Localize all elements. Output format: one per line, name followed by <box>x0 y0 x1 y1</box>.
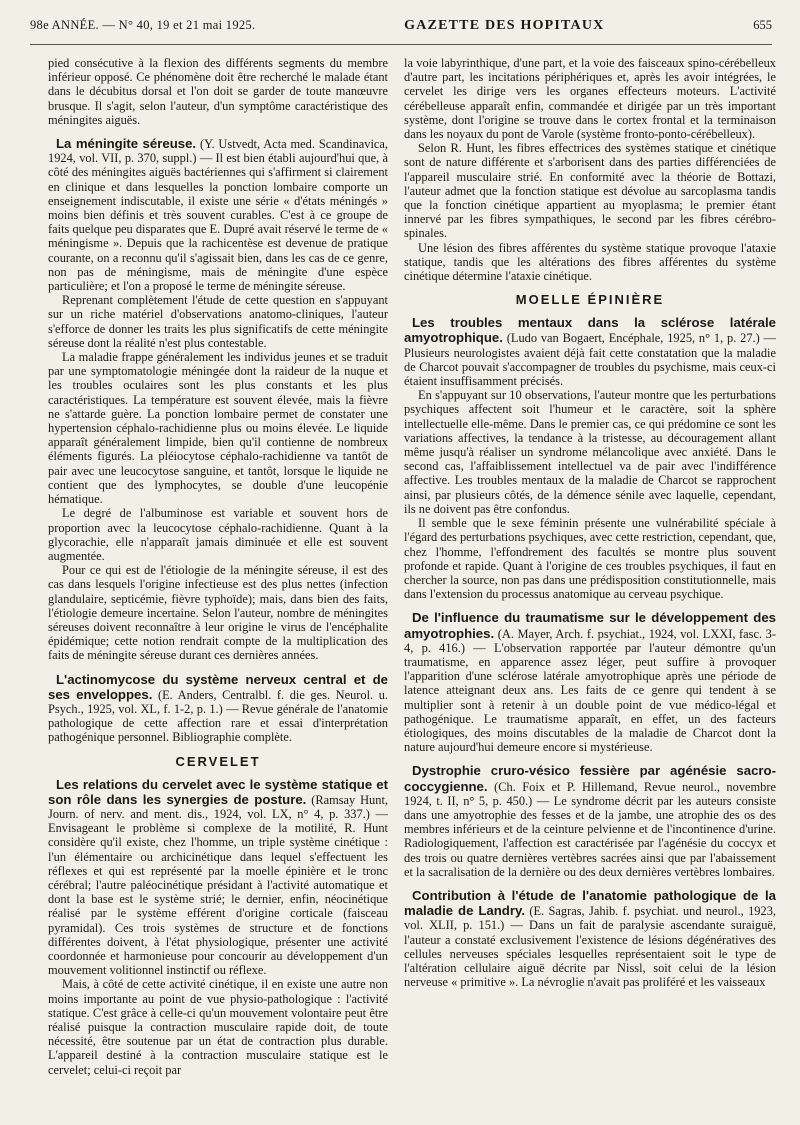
article-actinomycose <box>48 672 388 745</box>
article-paragraph: Mais, à côté de cette activité cinétique, il en existe une autre non moins importante au point de vue physio-pathologique : l'activité statique. C'est grâce à celle-ci qu'un mouvement volontaire peut être réalisé puisque la contraction musculaire rapide doit, de toute nécessité, être soutenue par un état de contraction plus durable. L'appareil destiné à la contraction musculaire statique est le cervelet; celui-ci reçoit par <box>48 977 388 1077</box>
continued-paragraph: la voie labyrinthique, d'une part, et la voie des faisceaux spino-cérébelleux d'autre part, les incitations périphériques et, après les avoir intégrées, le cervelet les dirige vers les organes effecteurs moteurs. L'activité cérébelleuse apparaît enfin, commandée et dirigée par un très important système, dont l'origine se trouve dans le cortex frontal et la terminaison dans les noyaux du pont de Varole (système fronto-ponto-cérébelleux). <box>404 56 776 142</box>
article-traumatisme <box>404 610 776 754</box>
article-reference: (A. Mayer, Arch. f. psychiat., 1924, vol. LXXI, fasc. 3-4, p. 416.) <box>404 626 776 655</box>
article-paragraph: En s'appuyant sur 10 observations, l'auteur montre que les perturbations psychiques affectent soit l'humeur et le caractère, soit la sphère intellectuelle elle-même. Dans le premier cas, ce qui prédomine ce sont les variations affectives, la tendance à la tristesse, au découragement allant même jusqu'à réaliser un syndrome mélancolique avec anxiété. Dans le second cas, l'affaiblissement intellectuel va de pair avec l'indifférence affective. Les troubles mentaux de la maladie de Charcot se rapprochent ainsi, par plusieurs côtés, de la démence sénile avec laquelle, cependant, ils ne doivent pas être confondus. <box>404 388 776 516</box>
intro-paragraph: pied consécutive à la flexion des différents segments du membre inférieur opposé. Ce phénomène doit être recherché le malade étant dans le décubitus dorsal et l'on doit se garder de toute manœuvre brusque. Il s'agit, selon l'auteur, d'un symptôme caractéristique des méningites aiguës. <box>48 56 388 127</box>
right-column <box>404 56 776 1111</box>
article-cervelet <box>48 777 388 1077</box>
article-title: De l'influence du traumatisme sur le développement des amyotrophies. <box>404 610 776 641</box>
article-paragraph: — L'observation rapportée par l'auteur démontre qu'un traumatisme, en apparence assez léger, peut suffire à provoquer l'apparition d'une sclérose latérale amyotrophique après une période de latence atteignant deux ans. Les faits de ce genre qui tendent à se multiplier sont à retenir à un double point de vue médico-légal et pathogénique. Le traumatisme apparaît, en effet, un des facteurs étiologiques, des moins discutables de la maladie de Charcot dont la nature aujourd'hui demeure encore si mystérieuse. <box>404 640 776 755</box>
article-landry <box>404 888 776 989</box>
article-paragraph: Le degré de l'albuminose est variable et souvent hors de proportion avec la leucocytose céphalo-rachidienne. Quant à la glycorachie, elle n'apparaît jamais diminuée et elle est souvent augmentée. <box>48 506 388 563</box>
article-reference: (Ch. Foix et P. Hillemand, Revue neurol., novembre 1924, t. II, n° 5, p. 450.) <box>404 779 776 808</box>
left-column <box>48 56 388 1111</box>
journal-title: GAZETTE DES HOPITAUX <box>404 18 605 33</box>
article-dystrophie <box>404 763 776 879</box>
article-paragraph: — Plusieurs neurologistes avaient déjà fait cette constatation que la maladie de Charcot pouvait s'accompagner de troubles du psychisme, mais ceux-ci étaient insuffisamment précisés. <box>404 331 776 389</box>
article-reference: (Ludo van Bogaert, Encéphale, 1925, n° 1, p. 27.) <box>506 331 760 346</box>
article-title: Les troubles mentaux dans la sclérose latérale amyotrophique. <box>404 315 776 346</box>
article-reference: (Y. Ustvedt, Acta med. Scandinavica, 1924, vol. VII, p. 370, suppl.) <box>48 137 388 166</box>
article-title: L'actinomycose du système nerveux central et de ses enveloppes. <box>48 671 388 702</box>
issue-info: 98e ANNÉE. — N° 40, 19 et 21 mai 1925. <box>30 18 256 32</box>
article-paragraph: Reprenant complètement l'étude de cette question en s'appuyant sur un riche matériel d'observations anatomo-cliniques, l'auteur s'efforce de donner les traits les plus significatifs de cette méningite séreuse dont la réalité n'est plus contestable. <box>48 293 388 350</box>
article-paragraph: Selon R. Hunt, les fibres effectrices des systèmes statique et cinétique sont de nature différente et s'arborisent dans des parties différenciées de l'appareil musculaire strié. En conformité avec la théorie de Bottazi, l'auteur admet que la fonction statique est dévolue au sarcoplasma tandis que la fonction cinétique appartient au myoplasma; le premier étant innervé par les fibres sympathiques, le second par les fibres cérébro-spinales. <box>404 141 776 241</box>
article-paragraph: La maladie frappe généralement les individus jeunes et se traduit par une symptomatologie méningée dont la raideur de la nuque et les troubles oculaires sont les plus constants et les plus caractéristiques. La température est souvent élevée, mais la fièvre ne s'attarde guère. La ponction lombaire permet de constater une hypertension céphalo-rachidienne plus ou moins élevée. Le liquide apparaît généralement limpide, bien qu'il contienne de nombreux éléments figurés. La pléiocytose céphalo-rachidienne va tantôt de pair avec une leucocytose sanguine, et tantôt, lorsque le liquide ne contient que des lymphocytes, se double d'une leucopénie hématique. <box>48 350 388 507</box>
article-paragraph: — Le syndrome décrit par les auteurs consiste dans une amyotrophie des fesses et de la jambe, une atrophie des os des membres inférieurs et de la ceinture pelvienne et de l'incontinence d'urine. Radiologiquement, l'affection est caractérisée par l'agénésie du coccyx et des trois ou quatre dernières vertèbres sacrées ainsi que par l'abaissement et la sacralisation de la dernière ou des deux dernières vertèbres lombaires. <box>404 793 776 879</box>
article-reference: (Ramsay Hunt, Journ. of nerv. and ment. dis., 1924, vol. LX, n° 4, p. 337.) <box>48 792 388 821</box>
article-title: Les relations du cervelet avec le système statique et son rôle dans les synergies de posture. <box>48 776 388 807</box>
article-paragraph: Il semble que le sexe féminin présente une vulnérabilité spéciale à l'égard des perturbations psychiques, avec cette restriction, cependant, que, chez l'homme, l'effondrement des facultés se montre plus souvent profonde et rapide. Quant à l'origine de ces troubles psychiques, il faut en chercher la source, non pas dans une prédisposition constitutionnelle, mais dans l'extension du processus anatomique au cerveau psychique. <box>404 516 776 602</box>
article-reference: (E. Sagras, Jahib. f. psychiat. und neurol., 1923, vol. XLII, p. 151.) <box>404 904 776 933</box>
article-troubles-mentaux <box>404 315 776 601</box>
header-rule <box>30 44 772 45</box>
section-heading-moelle: MOELLE ÉPINIÈRE <box>515 292 665 308</box>
article-paragraph: — Il est bien établi aujourd'hui que, à côté des méningites aiguës bactériennes qui s'affirment si clairement en clinique et dans lesquelles la ponction lombaire comporte un enseignement indiscutable, il existe une série « d'états méningés » moins bien définis et très souvent curables. C'est à ce groupe de faits quelque peu disparates que E. Dupré avait réservé le terme de « méningisme ». Depuis que la rachicentèse est devenue de pratique courante, on a reconnu qu'il s'agissait bien, dans les cas de ce genre, non pas de méningisme, mais de méningite d'une espèce particulière; et l'on a proposé le terme de méningite séreuse. <box>48 151 388 294</box>
article-paragraph: Une lésion des fibres afférentes du système statique provoque l'ataxie statique, tandis que les altérations des fibres afférentes du système cinétique détermine l'ataxie cinétique. <box>404 240 776 284</box>
section-heading-cervelet: CERVELET <box>175 753 261 769</box>
article-paragraph: Pour ce qui est de l'étiologie de la méningite séreuse, il est des cas dans lesquels l'origine infectieuse est des plus nettes (infection glandulaire, septicémie, fièvre typhoïde); mais, dans bien des faits, l'étiologie demeure incertaine. Selon l'auteur, nombre de méningites séreuses doivent reconnaître à leur origine le virus de l'encéphalite épidémique; cette notion rendrait compte de la multiplication des faits de méningite séreuse durant ces dernières années. <box>48 563 388 663</box>
page-header <box>30 18 772 44</box>
article-paragraph: — Revue générale de l'anatomie pathologique de cette affection rare et essai d'interprétation pathogénique personnel. Bibliographie complète. <box>48 701 388 745</box>
page-number: 655 <box>753 18 772 32</box>
article-title: Dystrophie cruro-vésico fessière par agénésie sacro-coccygienne. <box>404 763 776 794</box>
article-reference: (E. Anders, Centralbl. f. die ges. Neurol. u. Psych., 1925, vol. XL, f. 1-2, p. 1.) <box>48 687 388 716</box>
article-title: Contribution à l'étude de l'anatomie pathologique de la maladie de Landry. <box>404 887 776 919</box>
article-title: La méningite séreuse. <box>56 136 197 152</box>
article-paragraph: — Envisageant le problème si complexe de la motilité, R. Hunt considère qu'il existe, chez l'homme, un triple système cinétique : l'un élémentaire ou archicinétique dans lequel s'effectuent les réflexes et qui est représenté par la moelle épinière et le tronc cérébral; l'autre paléocinétique présidant à l'activité automatique et dont la base est le système strié; le dernier, enfin, néocinétique réalisé par le système efférent d'origine corticale (faisceau pyramidal). Ces trois systèmes de structure et de fonctions différentes doivent, à l'état physiologique, présenter une activité coordonnée et harmonieuse pour concourir au développement d'un mouvement volitionnel instinctif ou réflexe. <box>48 806 388 978</box>
article-paragraph: — Dans un fait de paralysie ascendante suraiguë, l'auteur a constaté exclusivement l'existence de lésions dégénératives des cellules nerveuses spéciales lesquelles représentaient soit le type de l'altération cellulaire aiguë décrite par Nissl, soit celui de la lésion nerveuse « primitive ». La névroglie n'avait pas proliféré et les vaisseaux <box>404 918 776 990</box>
article-meningite-sereuse <box>48 136 388 663</box>
